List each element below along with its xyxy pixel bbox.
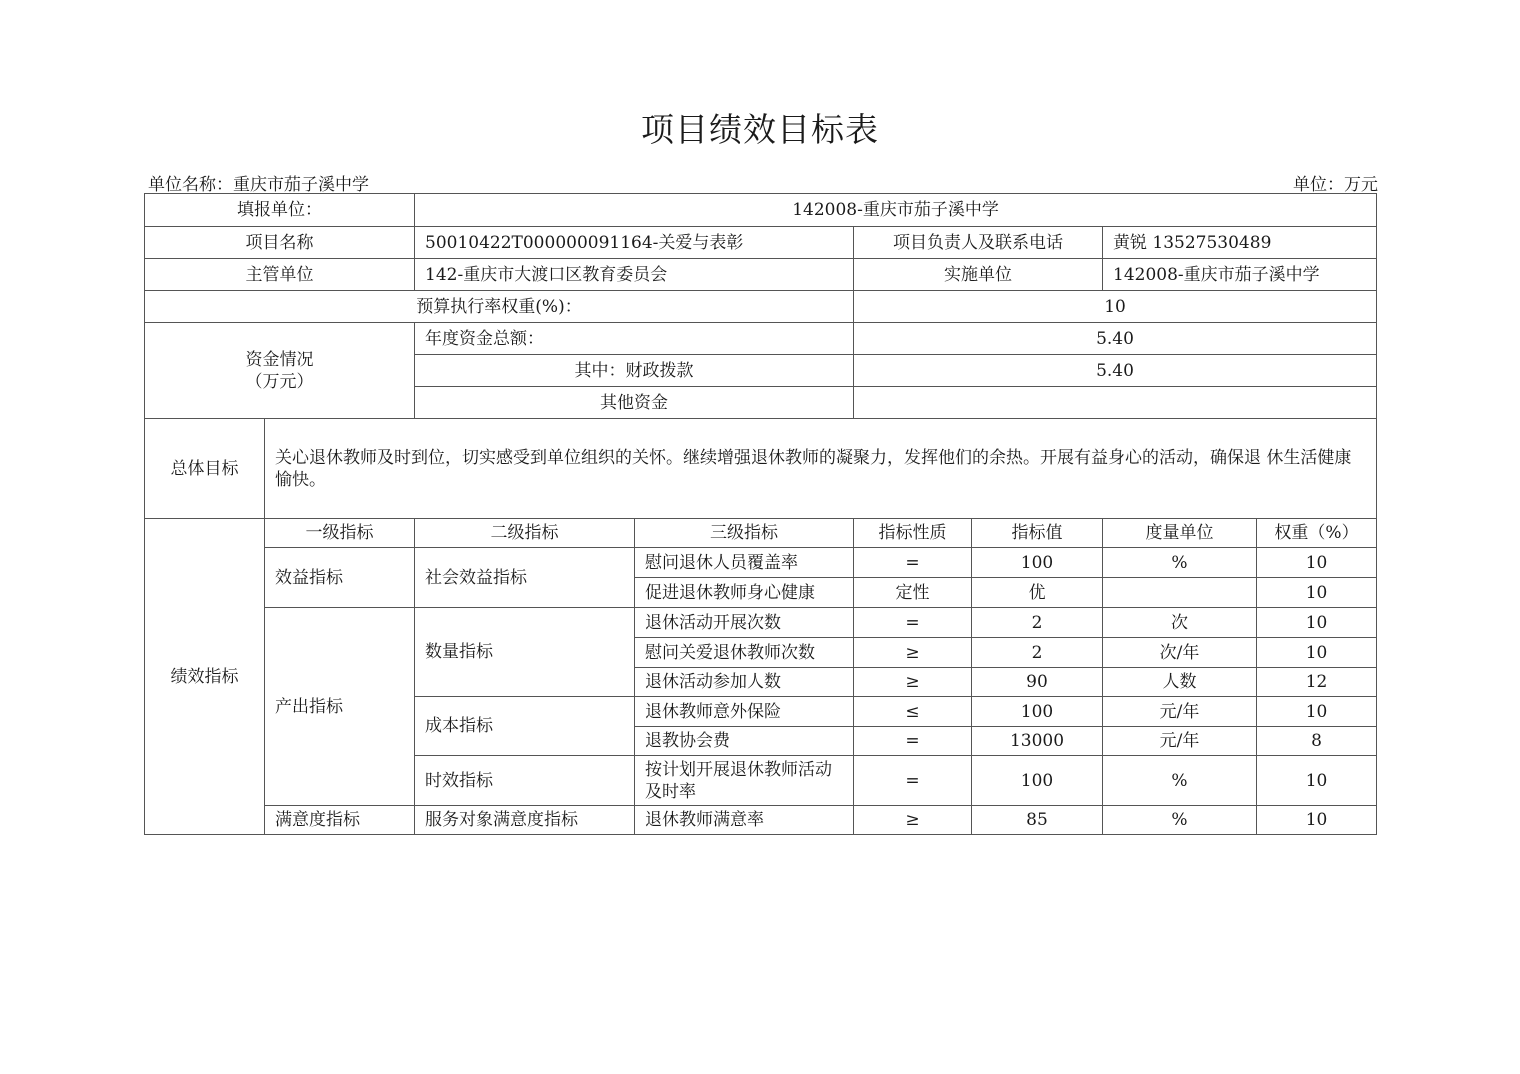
indicator-value: 100 xyxy=(972,548,1103,578)
header-nature: 指标性质 xyxy=(854,519,972,548)
indicator-nature: 定性 xyxy=(854,578,972,608)
supervisor-row xyxy=(145,259,1377,291)
funds-total-value: 5.40 xyxy=(854,323,1377,355)
indicator-unit: 元/年 xyxy=(1103,697,1257,727)
indicator-weight: 12 xyxy=(1257,668,1377,697)
indicator-weight: 10 xyxy=(1257,608,1377,638)
budget-weight-row xyxy=(145,291,1377,323)
header-unit: 度量单位 xyxy=(1103,519,1257,548)
indicator-weight: 10 xyxy=(1257,806,1377,835)
indicator-nature: = xyxy=(854,548,972,578)
indicator-name: 退教协会费 xyxy=(635,727,854,756)
indicator-unit: 次 xyxy=(1103,608,1257,638)
indicator-weight: 10 xyxy=(1257,638,1377,668)
funds-total-label: 年度资金总额： xyxy=(415,323,854,355)
indicator-unit: 人数 xyxy=(1103,668,1257,697)
indicator-nature: ≤ xyxy=(854,697,972,727)
indicator-unit xyxy=(1103,578,1257,608)
indicator-nature: = xyxy=(854,727,972,756)
funds-total-row xyxy=(145,323,1377,355)
supervisor-label: 主管单位 xyxy=(145,259,415,291)
funds-other-label: 其他资金 xyxy=(415,387,854,419)
indicator-unit: % xyxy=(1103,806,1257,835)
indicator-header-row xyxy=(145,519,1377,548)
level1-benefit: 效益指标 xyxy=(265,548,415,608)
funds-label-unit: （万元） xyxy=(245,371,314,392)
indicator-value: 100 xyxy=(972,756,1103,806)
indicator-name: 慰问关爱退休教师次数 xyxy=(635,638,854,668)
table-row xyxy=(145,806,1377,835)
budget-weight-value: 10 xyxy=(854,291,1377,323)
indicator-weight: 10 xyxy=(1257,697,1377,727)
indicator-name: 按计划开展退休教师活动及时率 xyxy=(635,756,854,806)
indicator-unit: % xyxy=(1103,756,1257,806)
indicator-unit: 元/年 xyxy=(1103,727,1257,756)
funds-fiscal-label: 其中：财政拨款 xyxy=(415,355,854,387)
project-name-value: 50010422T000000091164-关爱与表彰 xyxy=(415,227,854,259)
indicator-weight: 10 xyxy=(1257,548,1377,578)
indicator-name: 促进退休教师身心健康 xyxy=(635,578,854,608)
level2-quantity: 数量指标 xyxy=(415,608,635,697)
header-level2: 二级指标 xyxy=(415,519,635,548)
budget-weight-label: 预算执行率权重(%)： xyxy=(145,291,854,323)
funds-label-cell xyxy=(145,323,415,419)
indicator-weight: 8 xyxy=(1257,727,1377,756)
fill-unit-label: 填报单位： xyxy=(145,194,415,227)
level2-timeliness: 时效指标 xyxy=(415,756,635,806)
indicator-unit: 次/年 xyxy=(1103,638,1257,668)
indicators-label: 绩效指标 xyxy=(145,519,265,835)
project-name-label: 项目名称 xyxy=(145,227,415,259)
table-row xyxy=(145,548,1377,578)
indicator-weight: 10 xyxy=(1257,756,1377,806)
contact-value: 黄锐 13527530489 xyxy=(1103,227,1377,259)
goal-row xyxy=(145,419,1377,519)
indicator-name: 退休活动开展次数 xyxy=(635,608,854,638)
indicator-nature: ≥ xyxy=(854,638,972,668)
level1-satisfaction: 满意度指标 xyxy=(265,806,415,835)
level2-social-benefit: 社会效益指标 xyxy=(415,548,635,608)
funds-fiscal-value: 5.40 xyxy=(854,355,1377,387)
indicator-nature: ≥ xyxy=(854,806,972,835)
fill-unit-value: 142008-重庆市茄子溪中学 xyxy=(415,194,1377,227)
level2-cost: 成本指标 xyxy=(415,697,635,756)
indicator-name: 退休教师满意率 xyxy=(635,806,854,835)
indicator-name: 慰问退休人员覆盖率 xyxy=(635,548,854,578)
implementer-label: 实施单位 xyxy=(854,259,1103,291)
indicator-value: 2 xyxy=(972,608,1103,638)
currency-unit: 单位：万元 xyxy=(1293,175,1378,195)
indicator-name: 退休活动参加人数 xyxy=(635,668,854,697)
funds-other-value xyxy=(854,387,1377,419)
indicator-value: 2 xyxy=(972,638,1103,668)
contact-label: 项目负责人及联系电话 xyxy=(854,227,1103,259)
indicator-value: 100 xyxy=(972,697,1103,727)
supervisor-value: 142-重庆市大渡口区教育委员会 xyxy=(415,259,854,291)
goal-text: 关心退休教师及时到位，切实感受到单位组织的关怀。继续增强退休教师的凝聚力，发挥他们的余热。开展有益身心的活动，确保退 休生活健康愉快。 xyxy=(265,419,1377,519)
level2-service-satisfaction: 服务对象满意度指标 xyxy=(415,806,635,835)
project-name-row xyxy=(145,227,1377,259)
indicator-value: 13000 xyxy=(972,727,1103,756)
header-value: 指标值 xyxy=(972,519,1103,548)
indicator-unit: % xyxy=(1103,548,1257,578)
indicator-value: 优 xyxy=(972,578,1103,608)
indicator-value: 90 xyxy=(972,668,1103,697)
implementer-value: 142008-重庆市茄子溪中学 xyxy=(1103,259,1377,291)
goal-label: 总体目标 xyxy=(145,419,265,519)
header-weight: 权重（%） xyxy=(1257,519,1377,548)
header-level3: 三级指标 xyxy=(635,519,854,548)
indicator-nature: ≥ xyxy=(854,668,972,697)
performance-goal-table xyxy=(144,193,1377,835)
indicator-value: 85 xyxy=(972,806,1103,835)
funds-label: 资金情况 xyxy=(245,349,314,370)
indicator-name: 退休教师意外保险 xyxy=(635,697,854,727)
unit-name: 单位名称：重庆市茄子溪中学 xyxy=(148,175,369,195)
table-row xyxy=(145,608,1377,638)
fill-unit-row xyxy=(145,194,1377,227)
indicator-nature: = xyxy=(854,756,972,806)
page-title: 项目绩效目标表 xyxy=(641,110,879,149)
header-level1: 一级指标 xyxy=(265,519,415,548)
level1-output: 产出指标 xyxy=(265,608,415,806)
indicator-nature: = xyxy=(854,608,972,638)
indicator-weight: 10 xyxy=(1257,578,1377,608)
